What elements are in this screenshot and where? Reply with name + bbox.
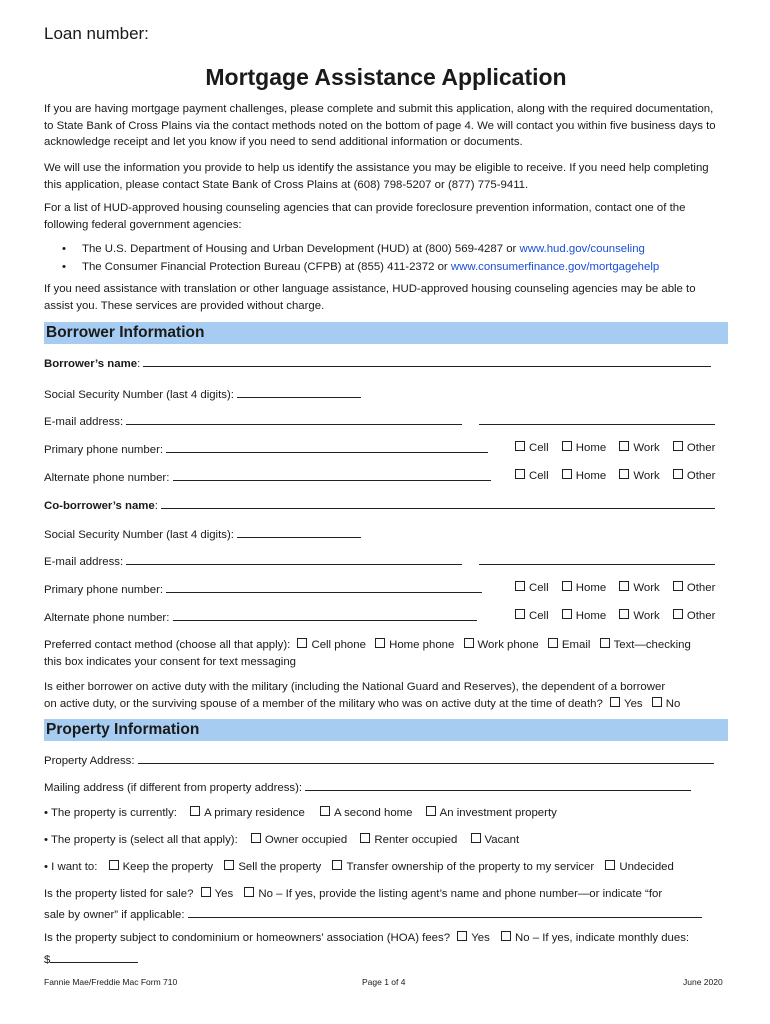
coborrower-primary-phone-types xyxy=(515,581,715,595)
listed-for-sale-row xyxy=(44,887,662,901)
phone-type-other[interactable]: Other xyxy=(673,610,716,622)
coborrower-name-field[interactable] xyxy=(161,497,715,509)
property-address-label: Property Address: xyxy=(44,755,135,767)
checkbox[interactable] xyxy=(426,806,436,816)
mailing-address-label: Mailing address (if different from property address): xyxy=(44,782,303,794)
checkbox[interactable] xyxy=(619,609,629,619)
checkbox[interactable] xyxy=(673,609,683,619)
checkbox[interactable] xyxy=(673,441,683,451)
footer-date: June 2020 xyxy=(683,977,723,987)
property-is-label: The property is (select all that apply): xyxy=(50,834,238,846)
bullet-icon: • xyxy=(44,834,48,846)
footer-page-number: Page 1 of 4 xyxy=(362,977,406,987)
bullet-icon: • xyxy=(44,861,48,873)
listing-agent-row xyxy=(44,906,702,922)
phone-type-work[interactable]: Work xyxy=(619,470,659,482)
checkbox[interactable] xyxy=(673,581,683,591)
owner-occupied-option[interactable]: Owner occupied xyxy=(251,834,347,846)
preferred-contact-note: this box indicates your consent for text messaging xyxy=(44,656,296,668)
checkbox[interactable] xyxy=(501,931,511,941)
checkbox[interactable] xyxy=(297,638,307,648)
intro-paragraph-1: If you are having mortgage payment challenges, please complete and submit this application, along with the required documentation, to State Bank of Cross Plains via the contact methods noted on the bottom of page 4. We will contact you within five business days to acknowledge receipt and let you know if you need to send additional information or documents. xyxy=(44,103,716,148)
coborrower-email-field[interactable] xyxy=(126,553,462,565)
renter-occupied-option[interactable]: Renter occupied xyxy=(360,834,457,846)
hoa-no[interactable]: No – If yes, indicate monthly dues: xyxy=(501,932,689,944)
phone-type-cell[interactable]: Cell xyxy=(515,610,549,622)
checkbox[interactable] xyxy=(619,581,629,591)
checkbox[interactable] xyxy=(515,609,525,619)
coborrower-email-row xyxy=(44,553,715,569)
want-to-row xyxy=(44,860,674,874)
borrower-ssn-field[interactable] xyxy=(237,386,361,398)
property-address-row xyxy=(44,752,714,768)
vacant-option[interactable]: Vacant xyxy=(471,834,520,846)
contact-cell-phone[interactable]: Cell phone xyxy=(297,639,365,651)
email-label: E-mail address: xyxy=(44,556,124,568)
property-currently-label: The property is currently: xyxy=(50,807,177,819)
property-address-field[interactable] xyxy=(138,752,714,764)
investment-property-option[interactable]: An investment property xyxy=(426,807,557,819)
checkbox[interactable] xyxy=(360,833,370,843)
borrower-email-field[interactable] xyxy=(126,413,462,425)
email-label: E-mail address: xyxy=(44,416,124,428)
borrower-section-header: Borrower Information xyxy=(44,322,728,344)
listed-for-sale-question: Is the property listed for sale? xyxy=(44,888,194,900)
coborrower-name-row: Co-borrower’s name: xyxy=(44,497,715,513)
borrower-alternate-phone-row xyxy=(44,469,491,485)
monthly-dues-row xyxy=(44,951,138,967)
checkbox[interactable] xyxy=(332,860,342,870)
checkbox[interactable] xyxy=(515,441,525,451)
checkbox[interactable] xyxy=(600,638,610,648)
agency-list-item-cfpb xyxy=(62,259,659,275)
hoa-yes[interactable]: Yes xyxy=(457,932,490,944)
property-currently-row xyxy=(44,806,557,820)
phone-type-other[interactable]: Other xyxy=(673,470,716,482)
checkbox[interactable] xyxy=(201,887,211,897)
phone-type-other[interactable]: Other xyxy=(673,582,716,594)
property-is-row xyxy=(44,833,519,847)
preferred-contact-row xyxy=(44,638,691,652)
checkbox[interactable] xyxy=(673,469,683,479)
borrower-alternate-phone-types xyxy=(515,469,715,483)
coborrower-ssn-field[interactable] xyxy=(237,526,361,538)
coborrower-primary-phone-field[interactable] xyxy=(166,581,482,593)
primary-phone-label: Primary phone number: xyxy=(44,584,164,596)
undecided-option[interactable]: Undecided xyxy=(605,861,673,873)
phone-type-home[interactable]: Home xyxy=(562,582,606,594)
hoa-fees-row xyxy=(44,931,689,945)
sell-property-option[interactable]: Sell the property xyxy=(224,861,321,873)
phone-type-cell[interactable]: Cell xyxy=(515,582,549,594)
listing-agent-field[interactable] xyxy=(188,906,702,918)
primary-residence-option[interactable]: A primary residence xyxy=(190,807,305,819)
checkbox[interactable] xyxy=(562,441,572,451)
coborrower-email-field-2[interactable] xyxy=(479,553,715,565)
phone-type-work[interactable]: Work xyxy=(619,442,659,454)
bullet-icon: • xyxy=(44,807,48,819)
hud-link[interactable]: www.hud.gov/counseling xyxy=(519,243,645,255)
checkbox[interactable] xyxy=(652,697,662,707)
hoa-fees-question: Is the property subject to condominium or homeowners’ association (HOA) fees? xyxy=(44,932,451,944)
checkbox[interactable] xyxy=(224,860,234,870)
checkbox[interactable] xyxy=(109,860,119,870)
checkbox[interactable] xyxy=(375,638,385,648)
listing-agent-label: sale by owner” if applicable: xyxy=(44,909,185,921)
checkbox[interactable] xyxy=(548,638,558,648)
coborrower-alternate-phone-field[interactable] xyxy=(173,609,477,621)
checkbox[interactable] xyxy=(515,581,525,591)
contact-email[interactable]: Email xyxy=(548,639,590,651)
transfer-ownership-option[interactable]: Transfer ownership of the property to my servicer xyxy=(332,861,594,873)
borrower-name-row: Borrower’s name: xyxy=(44,355,711,371)
military-yes[interactable]: Yes xyxy=(610,698,643,710)
agency-list-item-hud xyxy=(62,241,645,257)
agency-hud-text: The U.S. Department of Housing and Urban Development (HUD) at (800) 569-4287 or xyxy=(82,243,520,255)
borrower-primary-phone-field[interactable] xyxy=(166,441,488,453)
borrower-email-row xyxy=(44,413,715,429)
primary-phone-label: Primary phone number: xyxy=(44,444,164,456)
military-question-line-2 xyxy=(44,697,680,711)
agency-cfpb-text: The Consumer Financial Protection Bureau (CFPB) at (855) 411-2372 or xyxy=(82,261,451,273)
page-title: Mortgage Assistance Application xyxy=(205,64,567,90)
ssn-label: Social Security Number (last 4 digits): xyxy=(44,389,234,401)
mailing-address-field[interactable] xyxy=(305,779,691,791)
second-home-option[interactable]: A second home xyxy=(320,807,413,819)
contact-work-phone[interactable]: Work phone xyxy=(464,639,539,651)
borrower-ssn-row xyxy=(44,386,361,402)
checkbox[interactable] xyxy=(619,441,629,451)
alternate-phone-label: Alternate phone number: xyxy=(44,612,170,624)
borrower-primary-phone-types xyxy=(515,441,715,455)
checkbox[interactable] xyxy=(190,806,200,816)
military-no[interactable]: No xyxy=(652,698,681,710)
phone-type-cell[interactable]: Cell xyxy=(515,470,549,482)
loan-number-label: Loan number: xyxy=(44,24,149,43)
borrower-primary-phone-row xyxy=(44,441,488,457)
coborrower-alternate-phone-row xyxy=(44,609,477,625)
borrower-name-field[interactable] xyxy=(143,355,711,367)
coborrower-primary-phone-row xyxy=(44,581,482,597)
dollar-sign: $ xyxy=(44,954,51,966)
borrower-name-label: Borrower’s name xyxy=(44,358,138,370)
cfpb-link[interactable]: www.consumerfinance.gov/mortgagehelp xyxy=(450,261,660,273)
checkbox[interactable] xyxy=(515,469,525,479)
intro-paragraph-2: We will use the information you provide to help us identify the assistance you may be eligible to receive. If you need help completing this application, please contact State Bank of Cross Plains at (608) 798-5207 or (877) 775-9411. xyxy=(44,162,709,191)
military-question-line-1: Is either borrower on active duty with the military (including the National Guard and Reserves), the dependent of a borrower xyxy=(44,681,666,693)
checkbox[interactable] xyxy=(562,581,572,591)
intro-paragraph-4: If you need assistance with translation or other language assistance, HUD-approved housing counseling agencies may be able to assist you. These services are provided without charge. xyxy=(44,283,696,312)
intro-paragraph-3: For a list of HUD-approved housing counseling agencies that can provide foreclosure prevention information, contact one of the following federal government agencies: xyxy=(44,202,686,231)
checkbox[interactable] xyxy=(610,697,620,707)
phone-type-other[interactable]: Other xyxy=(673,442,716,454)
monthly-dues-field[interactable] xyxy=(50,951,138,963)
alternate-phone-label: Alternate phone number: xyxy=(44,472,170,484)
phone-type-work[interactable]: Work xyxy=(619,610,659,622)
checkbox[interactable] xyxy=(464,638,474,648)
military-question-text: on active duty, or the surviving spouse of a member of the military who was on active duty at the time of death? xyxy=(44,698,603,710)
checkbox[interactable] xyxy=(457,931,467,941)
coborrower-alternate-phone-types xyxy=(515,609,715,623)
checkbox[interactable] xyxy=(320,806,330,816)
checkbox[interactable] xyxy=(562,609,572,619)
ssn-label: Social Security Number (last 4 digits): xyxy=(44,529,234,541)
listed-yes[interactable]: Yes xyxy=(201,888,234,900)
property-section-header: Property Information xyxy=(44,719,728,741)
phone-type-home[interactable]: Home xyxy=(562,442,606,454)
bullet-icon: • xyxy=(62,243,66,255)
footer-form-name: Fannie Mae/Freddie Mac Form 710 xyxy=(44,977,178,987)
checkbox[interactable] xyxy=(251,833,261,843)
phone-type-work[interactable]: Work xyxy=(619,582,659,594)
checkbox[interactable] xyxy=(244,887,254,897)
mailing-address-row xyxy=(44,779,691,795)
listed-no[interactable]: No – If yes, provide the listing agent’s name and phone number—or indicate “for xyxy=(244,888,662,900)
phone-type-cell[interactable]: Cell xyxy=(515,442,549,454)
borrower-alternate-phone-field[interactable] xyxy=(173,469,491,481)
phone-type-home[interactable]: Home xyxy=(562,470,606,482)
phone-type-home[interactable]: Home xyxy=(562,610,606,622)
borrower-email-field-2[interactable] xyxy=(479,413,715,425)
bullet-icon: • xyxy=(62,261,66,273)
contact-home-phone[interactable]: Home phone xyxy=(375,639,454,651)
checkbox[interactable] xyxy=(619,469,629,479)
checkbox[interactable] xyxy=(605,860,615,870)
preferred-contact-label: Preferred contact method (choose all that apply): xyxy=(44,639,291,651)
keep-property-option[interactable]: Keep the property xyxy=(109,861,214,873)
want-to-label: I want to: xyxy=(51,861,98,873)
checkbox[interactable] xyxy=(562,469,572,479)
checkbox[interactable] xyxy=(471,833,481,843)
coborrower-name-label: Co-borrower’s name xyxy=(44,500,155,512)
contact-text[interactable]: Text—checking xyxy=(600,639,691,651)
coborrower-ssn-row xyxy=(44,526,361,542)
